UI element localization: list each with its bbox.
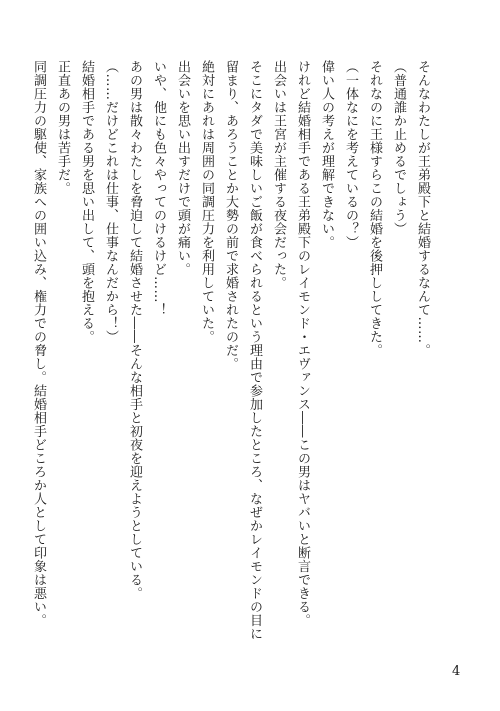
text-line: （一体なにを考えているの？） (343, 60, 358, 249)
text-line: 留まり、あろうことか大勢の前で求婚されたのだ。 (223, 60, 238, 371)
text-line: （……だけどこれは仕事、仕事なんだから！） (103, 60, 118, 344)
text-line: 絶対にあれは周囲の同調圧力を利用していた。 (199, 60, 214, 344)
text-line: けれど結婚相手である王弟殿下のレイモンド・エヴァンス――この男はヤバいと断言できる。 (295, 60, 310, 627)
text-line: 正直あの男は苦手だ。 (55, 60, 70, 195)
page-number: 4 (452, 664, 461, 679)
text-line: 出会いは王宮が主催する夜会だった。 (271, 60, 286, 290)
text-line: そんなわたしが王弟殿下と結婚するなんて……。 (415, 60, 430, 357)
text-line: （普通誰か止めるでしょう） (391, 60, 406, 236)
text-line: 結婚相手である男を思い出して、頭を抱える。 (79, 60, 94, 344)
text-line: 同調圧力の駆使、家族への囲い込み、権力での脅し。結婚相手どころか人として印象は悪い。 (31, 60, 46, 627)
text-line: 出会いを思い出すだけで頭が痛い。 (175, 60, 190, 276)
text-line: そこにタダで美味しいご飯が食べられるという理由で参加したところ、なぜかレイモンドの目に (247, 60, 262, 641)
text-line: それなのに王様すらこの結婚を後押ししてきた。 (367, 60, 382, 357)
text-line: 偉い人の考えが理解できない。 (319, 60, 334, 249)
vertical-text-body (31, 60, 434, 670)
text-line: あの男は散々わたしを脅迫して結婚させた――そんな相手と初夜を迎えようとしている。 (127, 60, 142, 600)
text-line: いや、他にも色々やってのけるけど……！ (151, 60, 166, 317)
